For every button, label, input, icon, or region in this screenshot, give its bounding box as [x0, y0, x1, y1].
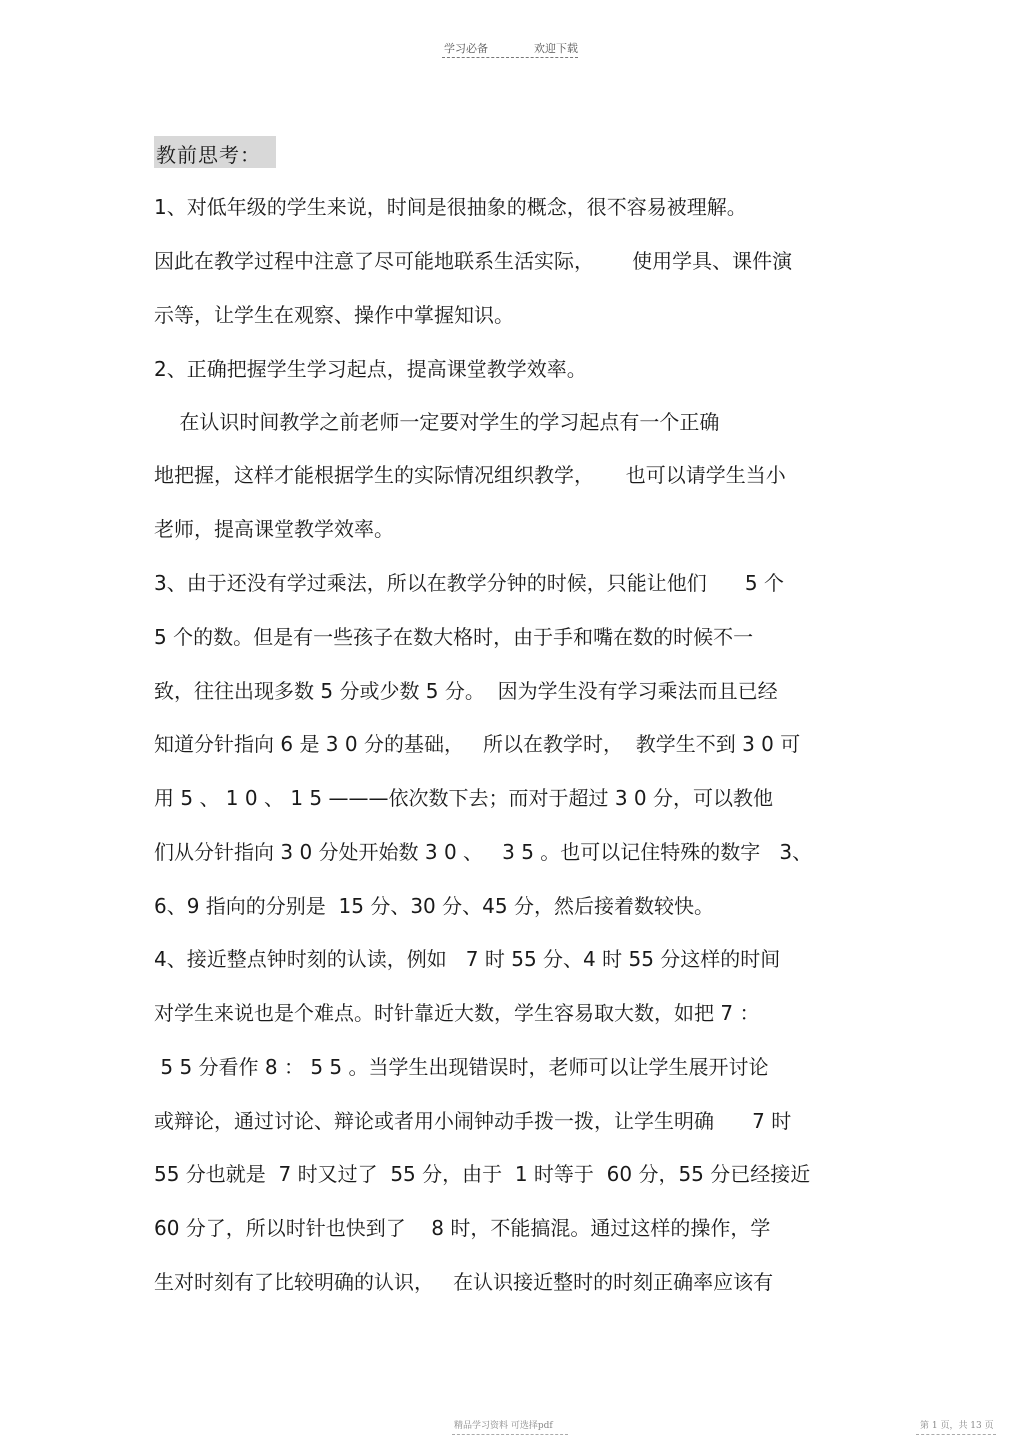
- body-line-17: 5 5 分看作 8 ： 5 5 。当学生出现错误时，老师可以让学生展开讨论: [154, 1055, 769, 1079]
- header-left-text: 学习必备: [444, 42, 488, 55]
- footer-left-text: 精品学习资料 可选择pdf: [454, 1421, 553, 1431]
- body-line-14: 6、9 指向的分别是 15 分、30 分、45 分，然后接着数较快。: [154, 894, 714, 918]
- body-line-7: 老师，提高课堂教学效率。: [154, 517, 394, 541]
- body-line-19: 55 分也就是 7 时又过了 55 分，由于 1 时等于 60 分，55 分已经接近: [154, 1162, 811, 1186]
- body-line-5: 在认识时间教学之前老师一定要对学生的学习起点有一个正确: [154, 410, 720, 434]
- header-right-text: 欢迎下载: [534, 42, 578, 55]
- footer-right-rule: [916, 1434, 996, 1435]
- body-line-8: 3、由于还没有学过乘法，所以在教学分钟的时候，只能让他们 5 个: [154, 571, 784, 595]
- body-line-16: 对学生来说也是个难点。时针靠近大数，学生容易取大数，如把 7 ：: [154, 1001, 760, 1025]
- body-line-6: 地把握，这样才能根据学生的实际情况组织教学， 也可以请学生当小: [154, 463, 786, 487]
- body-line-9: 5 个的数。但是有一些孩子在数大格时，由于手和嘴在数的时候不一: [154, 625, 754, 649]
- body-line-13: 们从分针指向 3 0 分处开始数 3 0 、 3 5 。也可以记住特殊的数字 3、: [154, 840, 813, 864]
- page-header: [0, 40, 1024, 64]
- footer-left-rule: [452, 1434, 568, 1435]
- body-line-4: 2、正确把握学生学习起点，提高课堂教学效率。: [154, 357, 587, 381]
- header-rule: [442, 57, 578, 58]
- section-heading: [154, 136, 276, 168]
- body-line-20: 60 分了，所以时针也快到了 8 时，不能搞混。通过这样的操作，学: [154, 1216, 771, 1240]
- page-number: 第 1 页，共 13 页: [920, 1421, 994, 1431]
- body-line-3: 示等，让学生在观察、操作中掌握知识。: [154, 303, 514, 327]
- body-line-21: 生对时刻有了比较明确的认识， 在认识接近整时的时刻正确率应该有: [154, 1270, 774, 1294]
- body-line-18: 或辩论，通过讨论、辩论或者用小闹钟动手拨一拨，让学生明确 7 时: [154, 1109, 792, 1133]
- body-line-1: 1、对低年级的学生来说，时间是很抽象的概念，很不容易被理解。: [154, 195, 747, 219]
- body-line-12: 用 5 、 1 0 、 1 5 ———依次数下去；而对于超过 3 0 分，可以教他: [154, 786, 774, 810]
- body-line-15: 4、接近整点钟时刻的认读，例如 7 时 55 分、4 时 55 分这样的时间: [154, 947, 781, 971]
- section-heading-text: 教前思考：: [156, 143, 261, 167]
- body-line-10: 致，往往出现多数 5 分或少数 5 分。 因为学生没有学习乘法而且已经: [154, 679, 778, 703]
- body-line-11: 知道分针指向 6 是 3 0 分的基础， 所以在教学时， 教学生不到 3 0 可: [154, 732, 801, 756]
- body-line-2: 因此在教学过程中注意了尽可能地联系生活实际， 使用学具、课件演: [154, 249, 793, 273]
